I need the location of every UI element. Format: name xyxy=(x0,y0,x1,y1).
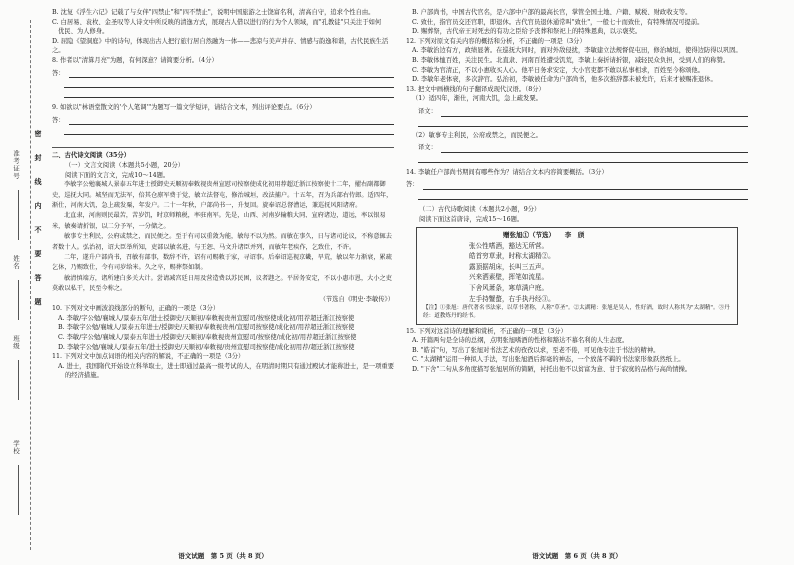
right-column xyxy=(406,8,748,375)
question-10: 10. 下列对文中画波浪线部分的断句，正确的一项是（3分） xyxy=(52,305,220,313)
q13-sentence-1: （1）适四年，渐仕，河南大饥，急上疏发粟。 xyxy=(412,95,542,103)
page-footer-right: 语文试题 第 6 页（共 8 页） xyxy=(532,552,622,560)
q10-option-d: D. 李敏字公勉/襄城人/景泰五年/进士授御史/天顺初/奉敕视/贵州宣慰司按察使/成化初用荐/超迁浙江按察使 xyxy=(58,343,355,351)
class-label: 班级 xyxy=(12,335,20,350)
translation-label: 译文： xyxy=(418,107,437,115)
binding-strip xyxy=(0,0,48,565)
translation-line-2[interactable] xyxy=(406,143,748,153)
poem-line: 左手持蟹螯，右手执丹经③。 xyxy=(469,294,555,303)
section-2-title: 二、古代诗文阅读（35分） xyxy=(52,152,131,160)
q12-option-c: C. 李敏为官清正，不以小惠收买人心。他平日务求安定，大小官吏都不敢以私事相求，百姓至今称颂他。 xyxy=(412,66,704,74)
option-d-q7: D. 屈隐《望洞庭》中的诗句，体现出古人把行旅行居自然融为一体——悲凉与美声并存、情感与韵逸和谐，古代民族生活之。 xyxy=(52,37,389,55)
poem-notes: 【注】①张旭：唐代著名书法家，以草书著称，人称"草圣"。②太湖精：张旭是吴人，性好酒，故时人称其为"太湖精"。③丹经：道教炼丹的经书。 xyxy=(423,305,730,320)
passage-paragraph-3: 敏事专主利民，公府或禁之，而民便之。至于有司以重敛为能，敏每不以为然。而敏在事久，日与诸司论议，不称意辄去者数十人。弘治初，诏大臣举所知，吏部以敏名进，与王恕、马文升诸臣并列，而敏年老疾作，乞致仕，不许。 xyxy=(52,233,392,251)
q12-option-d: D. 李敏年老体衰，多次辞官。弘治初，李敏被任命为户部尚书，他多次推辞都未被允许，后来才被赐准退休。 xyxy=(412,76,717,84)
passage-source: （节选自《明史·李敏传》） xyxy=(319,295,394,303)
seal-dashed-line xyxy=(30,20,31,550)
question-8: 8. 作者以"清算月亮"为题，有何深意？请简要分析。（4分） xyxy=(52,56,218,64)
option-c-q7-cont: 优民、为人修身。 xyxy=(58,28,109,36)
q11-option-d: D. 赐葬祭，古代帝王对死去的有功之臣给予丧葬和祭祀上的特殊恩典，以示褒奖。 xyxy=(412,28,642,36)
q11-option-c: C. 致仕，指官员交还官职，即退休。古代官员退休通常叫"致仕"，一般七十而致仕，有特殊情况可提前。 xyxy=(412,18,704,26)
seal-text: 密 封 线 内 不 要 答 题 xyxy=(34,130,43,306)
poem-line: 张公性嗜酒，豁达无所营。 xyxy=(469,241,549,250)
question-13: 13. 把文中画横线的句子翻译成现代汉语。（8分） xyxy=(406,85,545,93)
q10-option-c: C. 李敏/字公勉/襄城人/景泰五年进士/授御史/天顺初/奉敕视贵州宣慰司/按察使/成化初/用荐超迁浙江按察使 xyxy=(58,333,357,341)
question-11: 11. 下列对文中加点词语的相关内容的解说，不正确的一项是（3分） xyxy=(52,353,245,361)
answer-line-q8-2[interactable] xyxy=(64,78,394,88)
subsection-2-title: （二）古代诗歌阅读（本题共2小题，9分） xyxy=(419,205,541,213)
poem-instructions: 阅读下面这首唐诗，完成15～16题。 xyxy=(419,215,524,223)
q15-option-c: C. "太湖精"运用一种拟人手法，写出张旭酒后挥毫的神态，一个放荡不羁的书法家形象跃然纸上。 xyxy=(412,356,685,364)
question-12: 12. 下列对原文有关内容的概括和分析，不正确的一项是（3分） xyxy=(406,37,586,45)
q12-option-b: B. 李敏体恤百姓，关注民生。北直隶、河南百姓遭受饥荒，李敏上奏折请折银，减轻民众负担，受到人们的称赞。 xyxy=(412,56,730,64)
q10-option-b: B. 李敏字公勉/襄城人/景泰五年进士/授御史/天顺初/奉敕视贵州/宣慰司按察使/成化初/用荐超迁浙江按察使 xyxy=(58,324,355,332)
school-field[interactable] xyxy=(18,465,19,515)
exam-no-field[interactable] xyxy=(18,190,19,240)
answer-line-q9-2[interactable] xyxy=(64,125,394,135)
q13-sentence-2: （2）敏事专主利民，公府或禁之，而民便之。 xyxy=(412,131,542,139)
answer-line-q14[interactable] xyxy=(406,180,748,190)
poem-line: 皓首穷草隶，时称太湖精②。 xyxy=(469,252,555,261)
q10-option-a: A. 李敏/字公勉/襄城人/景泰五年/进士授御史/天顺初/奉敕视贵州宣慰司/按察使成化初/用荐超迁浙江按察使 xyxy=(58,314,355,322)
question-14: 14. 李敏任户部尚书期间有哪些作为？请结合文本内容简要概括。（3分） xyxy=(406,168,608,176)
poem-title: 赠张旭①（节选） 李 颀 xyxy=(503,231,585,240)
translation-line-2b[interactable] xyxy=(418,153,748,163)
q15-option-d: D. "下舍"二句从多角度描写张旭居所的简陋，衬托出他不以贫富为意、甘于寂寞的品格与高尚情操。 xyxy=(412,366,692,374)
school-label: 学校 xyxy=(12,440,20,455)
option-b-q7: B. 沈复《浮生六记》记载了与女伴"四禁止"和"四不禁止"，说明中国旅游之士饶富名利，清高自守，追求个性自由。 xyxy=(52,9,375,16)
q15-option-b: B. "皓首"句，写出了张旭对书法艺术的孜孜以求，至老不倦，可见他专注于书法的精神。 xyxy=(412,346,660,354)
subsection-1-title: （一）文言文阅读（本题共5小题，20分） xyxy=(65,161,185,169)
class-field[interactable] xyxy=(18,360,19,400)
poem-box xyxy=(416,227,738,325)
question-15: 15. 下列对这首诗的理解和赏析，不正确的一项是（3分） xyxy=(406,327,567,335)
passage-instructions: 阅读下面的文言文，完成10～14题。 xyxy=(65,171,170,179)
section-divider xyxy=(52,147,394,148)
answer-line-q14-2[interactable] xyxy=(418,190,748,200)
answer-label: 答： xyxy=(52,116,65,124)
option-c-q7: C. 白居易、袁枚、金圣叹等人诗文中所反映的清逸方式，展现古人借以进行的行为个人领域，而"孔教徒"只关注于如何 xyxy=(52,18,382,26)
answer-label: 答： xyxy=(406,181,419,189)
passage-paragraph-1: 李敏字公勉襄城人景泰五年进士授御史天顺初奉敕视贵州宣慰司按察使成化初用荐超迁浙江按察使十二年，擢右副都御史，巡抚大同。城坚而无法军，倍其仓廪军费于觉，敏立法督屯，修治城垣，改法捕户。十五年，召为兵部右侍郎。适四年，渐仕，河南大饥，急上疏发粟，年发户。二十一年秋，户部尚书一，升复回。旋奉诏总督漕运，兼巡抚风阳诸府。 xyxy=(52,181,393,209)
answer-line-q8[interactable] xyxy=(52,69,394,79)
answer-line-q8-3[interactable] xyxy=(64,88,394,98)
passage-paragraph-4: 二年，遂升户部尚书，召敏有部事，数辞不许，诏有司赐敕于家，寻诏事。后奉诏巡视京畿，旱荒，敏以年力渐衰，累疏乞休，乃赐致仕，令有司岁给米。久之卒，赐葬祭如制。 xyxy=(52,253,392,272)
exam-no-label: 准考证号 xyxy=(12,150,20,180)
passage-paragraph-2: 北直隶，河南则民最苦，苦岁饥，时京师粮税，率驻南军。先是，山西、河南岁输粮大同、宣府诸边，道远，率以银易米，敏奏请折银，以二分予军，一分储之。 xyxy=(52,212,386,230)
passage-paragraph-5: 敏清慎端方，诸所建白多关大计。尝请减宫廷日用及营造费以苏民困，议者韪之。平居务安定，不以小惠市恩，大小之吏莫敢以私干，民至今称之。 xyxy=(52,274,392,293)
name-field[interactable] xyxy=(18,280,19,320)
poem-line: 露顶据胡床，长叫三五声。 xyxy=(469,262,549,271)
q11-option-b: B. 户部尚书，中国古代官名，是六部中户部的最高长官，掌管全国土地、户籍、赋税、财政收支等。 xyxy=(412,9,692,16)
page-footer-left: 语文试题 第 5 页（共 8 页） xyxy=(178,552,268,560)
q15-option-a: A. 开篇两句是全诗的总纲，点明张旭嗜酒的性格和豁达不慕名利的人生态度。 xyxy=(412,337,629,345)
name-label: 姓名 xyxy=(12,255,20,270)
q12-option-a: A. 李敏治边有方，政绩显著。在巡抚大同时，面对外敌侵扰，李敏建立法规督促屯田，修治城垣，使得边防得以巩固。 xyxy=(412,47,742,55)
left-column xyxy=(52,8,394,381)
poem-line: 兴来洒素壁，挥笔如流星。 xyxy=(469,273,549,282)
q11-option-a-cont: 的经济措施。 xyxy=(65,372,103,380)
translation-label: 译文： xyxy=(418,144,437,152)
q11-option-a: A. 进士，我国隋代开始设立科举取士，进士即通过最高一级考试的人，在明清时期只有通过殿试才能称进士，是一项重要 xyxy=(58,362,394,370)
translation-line-1[interactable] xyxy=(406,107,748,117)
answer-line-q9[interactable] xyxy=(52,116,394,126)
answer-label: 答： xyxy=(52,69,65,77)
poem-line: 下舍风萧条，寒草满户庭。 xyxy=(469,284,549,293)
question-9: 9. 如欲以"林语堂散文的'个人笔调'"为题写一篇文学短评，请结合文本，列出评论要点。（6分） xyxy=(52,104,316,112)
translation-line-1b[interactable] xyxy=(418,117,748,127)
